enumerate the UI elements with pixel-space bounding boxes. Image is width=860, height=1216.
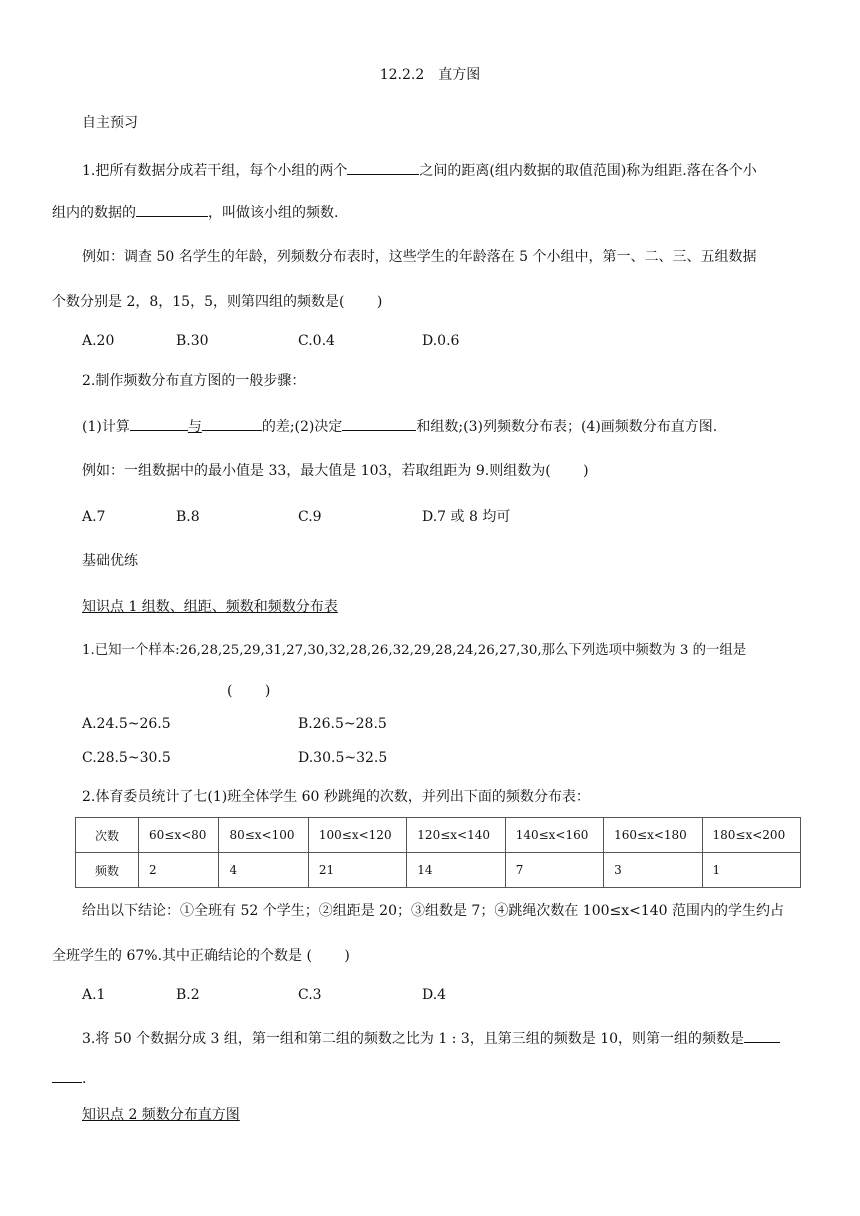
question-3-text: 3.将 50 个数据分成 3 组，第一组和第二组的频数之比为 1 : 3，且第三组的频数是 10，则第一组的频数是 bbox=[82, 1031, 745, 1047]
frequency-table bbox=[75, 817, 801, 888]
option-c[interactable]: C.28.5~30.5 bbox=[82, 750, 171, 766]
question-1: 1.已知一个样本:26,28,25,29,31,27,30,32,28,26,32,29,28,24,26,27,30,那么下列选项中频数为 3 的一组是 bbox=[82, 643, 747, 658]
table-row bbox=[76, 853, 801, 888]
knowledge-point-2: 知识点 2 频数分布直方图 bbox=[82, 1107, 240, 1123]
table-cell: 180≤x<200 bbox=[702, 818, 800, 853]
table-cell: 140≤x<160 bbox=[505, 818, 603, 853]
table-cell: 2 bbox=[139, 853, 219, 888]
item-2-steps bbox=[82, 416, 717, 436]
example-1-line-2: 个数分别是 2，8，15，5，则第四组的频数是( ) bbox=[52, 294, 383, 310]
fill-blank[interactable] bbox=[342, 416, 416, 431]
item-2-title: 2.制作频数分布直方图的一般步骤： bbox=[82, 373, 306, 389]
section-heading-preview: 自主预习 bbox=[82, 115, 138, 131]
table-cell: 100≤x<120 bbox=[308, 818, 406, 853]
knowledge-point-1: 知识点 1 组数、组距、频数和频数分布表 bbox=[82, 599, 338, 615]
fill-blank[interactable] bbox=[52, 1068, 82, 1083]
example-1-line-1: 例如：调查 50 名学生的年龄，列频数分布表时，这些学生的年龄落在 5 个小组中，第一、二、三、五组数据 bbox=[82, 249, 757, 265]
table-cell: 160≤x<180 bbox=[604, 818, 702, 853]
option-d[interactable]: D.4 bbox=[422, 987, 447, 1003]
option-a[interactable]: A.1 bbox=[82, 987, 106, 1003]
item-1-line-2 bbox=[52, 202, 338, 222]
item-2-text-a: (1)计算 bbox=[82, 419, 130, 435]
item-2-text-c: 的差;(2)决定 bbox=[261, 419, 343, 435]
table-cell: 3 bbox=[604, 853, 702, 888]
item-2-text-d: 和组数;(3)列频数分布表；(4)画频数分布直方图. bbox=[416, 419, 718, 435]
option-d[interactable]: D.0.6 bbox=[422, 333, 460, 349]
option-b[interactable]: B.8 bbox=[176, 509, 200, 525]
option-b[interactable]: B.30 bbox=[176, 333, 209, 349]
option-a[interactable]: A.7 bbox=[82, 509, 106, 525]
option-b[interactable]: B.2 bbox=[176, 987, 200, 1003]
question-2-conclusions-line-2: 全班学生的 67%.其中正确结论的个数是 ( ) bbox=[52, 948, 350, 964]
option-c[interactable]: C.0.4 bbox=[298, 333, 335, 349]
option-c[interactable]: C.3 bbox=[298, 987, 322, 1003]
table-cell: 4 bbox=[219, 853, 308, 888]
item-1-line-1 bbox=[82, 160, 757, 180]
fill-blank[interactable] bbox=[202, 416, 262, 431]
example-2: 例如：一组数据中的最小值是 33，最大值是 103，若取组距为 9.则组数为( ) bbox=[82, 463, 589, 479]
table-row bbox=[76, 818, 801, 853]
section-heading-basic: 基础优练 bbox=[82, 553, 138, 569]
option-c[interactable]: C.9 bbox=[298, 509, 322, 525]
table-cell: 7 bbox=[505, 853, 603, 888]
item-1-text-a: 1.把所有数据分成若干组，每个小组的两个 bbox=[82, 163, 348, 179]
question-2-conclusions-line-1: 给出以下结论：①全班有 52 个学生；②组距是 20；③组数是 7；④跳绳次数在 100≤x<140 范围内的学生约占 bbox=[82, 903, 785, 919]
fill-blank[interactable] bbox=[136, 202, 208, 217]
option-a[interactable]: A.20 bbox=[82, 333, 115, 349]
fill-blank[interactable] bbox=[130, 416, 188, 431]
table-cell: 60≤x<80 bbox=[139, 818, 219, 853]
question-3-line-2 bbox=[52, 1068, 86, 1088]
question-1-answer-paren: ( ) bbox=[227, 683, 271, 699]
option-a[interactable]: A.24.5~26.5 bbox=[82, 716, 171, 732]
item-1-text-d: ，叫做该小组的频数. bbox=[208, 205, 339, 221]
table-cell: 80≤x<100 bbox=[219, 818, 308, 853]
option-d[interactable]: D.7 或 8 均可 bbox=[422, 509, 511, 525]
question-2: 2.体育委员统计了七(1)班全体学生 60 秒跳绳的次数，并列出下面的频数分布表： bbox=[82, 789, 590, 805]
row-header-frequency: 频数 bbox=[76, 853, 139, 888]
option-b[interactable]: B.26.5~28.5 bbox=[298, 716, 387, 732]
item-1-text-c: 组内的数据的 bbox=[52, 205, 136, 221]
table-cell: 1 bbox=[702, 853, 800, 888]
question-3-line-1 bbox=[82, 1028, 780, 1048]
table-cell: 14 bbox=[407, 853, 505, 888]
fill-blank[interactable] bbox=[744, 1028, 780, 1043]
item-1-text-b: 之间的距离(组内数据的取值范围)称为组距.落在各个小 bbox=[419, 163, 757, 179]
row-header-count: 次数 bbox=[76, 818, 139, 853]
table-cell: 120≤x<140 bbox=[407, 818, 505, 853]
fill-blank[interactable] bbox=[347, 160, 419, 175]
question-3-end: . bbox=[82, 1071, 87, 1087]
page-title: 12.2.2 直方图 bbox=[379, 67, 481, 83]
item-2-text-b: 与 bbox=[187, 419, 202, 435]
option-d[interactable]: D.30.5~32.5 bbox=[298, 750, 388, 766]
table-cell: 21 bbox=[308, 853, 406, 888]
